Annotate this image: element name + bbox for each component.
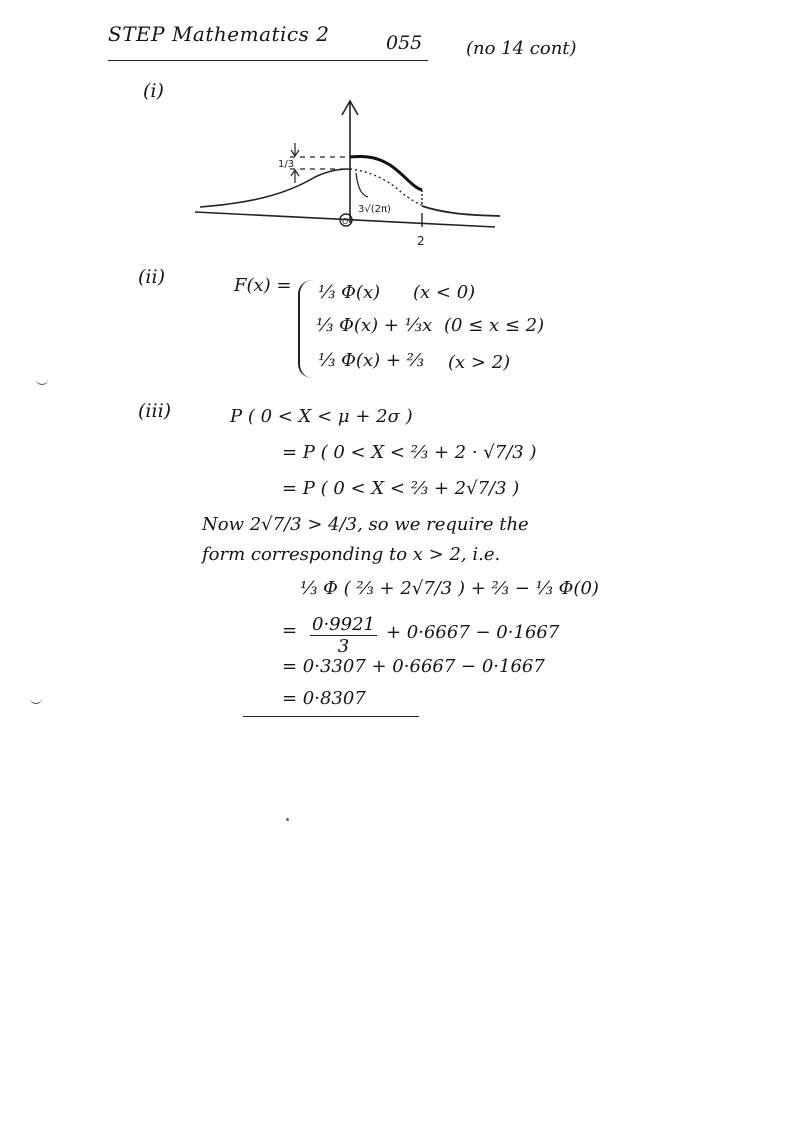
right-raised-curve <box>350 156 422 190</box>
fraction-value <box>310 614 377 657</box>
margin-mark <box>36 378 48 385</box>
peak-label: 3√(2π) <box>358 204 391 215</box>
sum-line-2: = 0·3307 + 0·6667 − 0·1667 <box>282 656 545 677</box>
answer-underline <box>243 716 419 717</box>
case-1-cond: (x < 0) <box>413 282 476 303</box>
pdf-sketch-graph <box>190 95 510 255</box>
header-underline <box>108 60 428 61</box>
final-answer: = 0·8307 <box>282 688 366 709</box>
cdf-lhs: F(x) = <box>234 275 292 296</box>
prob-line-3: = P ( 0 < X < ⅔ + 2√7/3 ) <box>282 478 520 499</box>
comparison-line: Now 2√7/3 > 4/3, so we require the <box>202 514 529 535</box>
right-dotted-curve <box>350 169 422 205</box>
cases-brace <box>298 280 314 378</box>
stray-dot <box>286 818 289 821</box>
fraction-numerator: 0·9921 <box>312 614 375 635</box>
sum-line-rest: + 0·6667 − 0·1667 <box>386 622 560 643</box>
left-curve <box>200 169 350 207</box>
origin-label: O <box>342 217 349 226</box>
question-code: 055 <box>386 32 423 54</box>
case-2-cond: (0 ≤ x ≤ 2) <box>444 315 545 336</box>
header-note: (no 14 cont) <box>466 38 577 59</box>
gap-label: 1/3 <box>278 159 295 170</box>
part-ii-label: (ii) <box>138 266 165 288</box>
margin-mark <box>30 697 42 704</box>
prob-line-1: P ( 0 < X < μ + 2σ ) <box>230 406 413 427</box>
form-line: form corresponding to x > 2, i.e. <box>202 544 501 565</box>
expression-line: ⅓ Φ ( ⅔ + 2√7/3 ) + ⅔ − ⅓ Φ(0) <box>300 578 599 599</box>
part-iii-label: (iii) <box>138 400 172 422</box>
case-3-expr: ⅓ Φ(x) + ⅔ <box>318 350 425 371</box>
case-2-expr: ⅓ Φ(x) + ⅓x <box>316 315 433 336</box>
case-3-cond: (x > 2) <box>448 352 511 373</box>
fraction-denominator: 3 <box>337 636 350 657</box>
page-title: STEP Mathematics 2 <box>108 22 330 46</box>
right-tail <box>422 206 500 216</box>
prob-line-2: = P ( 0 < X < ⅔ + 2 · √7/3 ) <box>282 442 537 463</box>
case-1-expr: ⅓ Φ(x) <box>318 282 381 303</box>
x-tick-label: 2 <box>417 234 425 248</box>
part-i-label: (i) <box>143 80 164 102</box>
